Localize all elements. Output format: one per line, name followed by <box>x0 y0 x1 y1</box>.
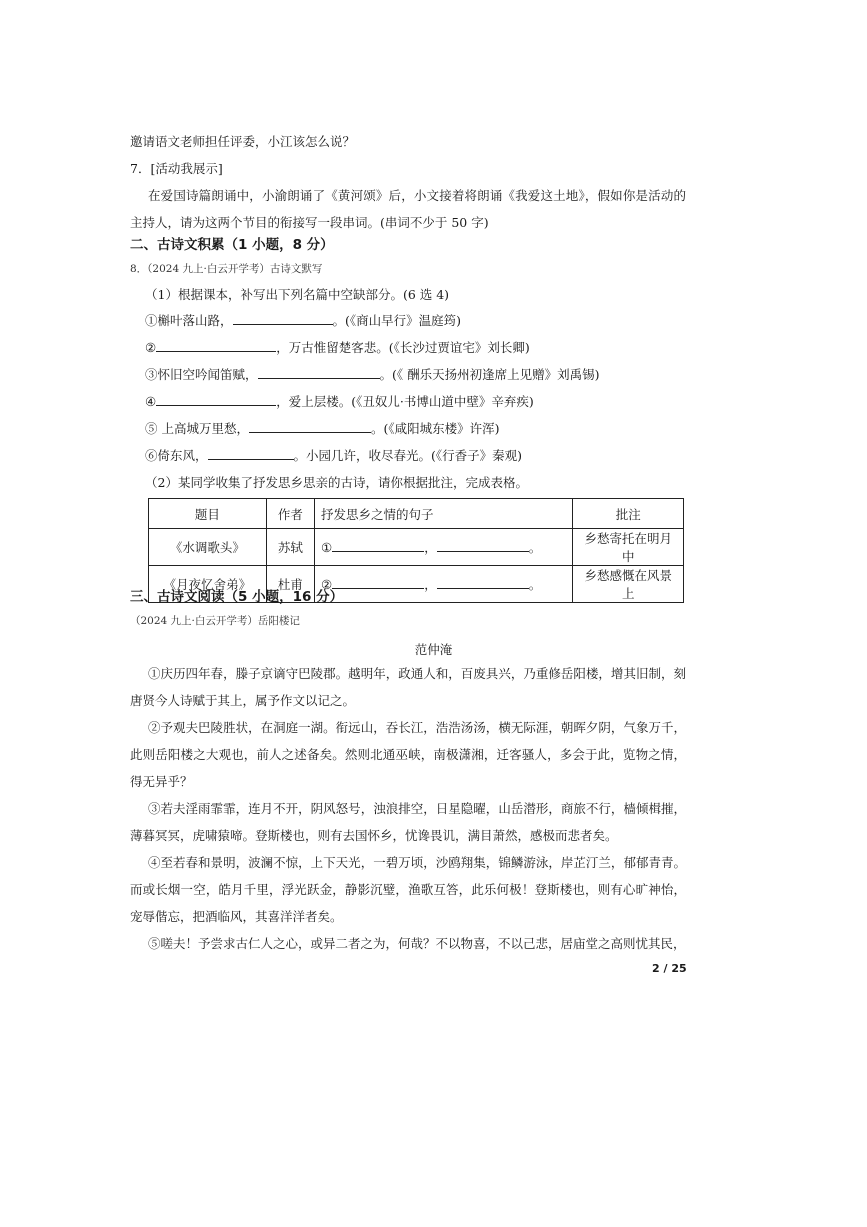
section3-heading: 三、古诗文阅读（5 小题，16 分） <box>130 589 344 605</box>
table-header: 题目 <box>149 499 267 529</box>
essay-paragraph-2: ②予观夫巴陵胜状，在洞庭一湖。衔远山，吞长江，浩浩汤汤，横无际涯，朝晖夕阴，气象万千，此则岳阳楼之大观也，前人之述备矣。然则北通巫峡，南极潇湘，迁客骚人，多会于此，览物之情，得无异乎？ <box>130 720 686 789</box>
table-header: 作者 <box>266 499 314 529</box>
table-header: 抒发思乡之情的句子 <box>314 499 572 529</box>
poem-lines-cell: ① ， 。 <box>314 529 572 566</box>
q8-item-2: ② ，万古惟留楚客悲。(《长沙过贾谊宅》刘长卿) <box>145 340 530 355</box>
essay-author: 范仲淹 <box>414 642 453 657</box>
answer-blank[interactable] <box>437 539 529 552</box>
poem-author-cell: 苏轼 <box>266 529 314 566</box>
table-header-row <box>149 499 684 529</box>
answer-blank[interactable] <box>233 312 333 325</box>
q8-item-4: ④ ，爱上层楼。(《丑奴儿·书博山道中壁》辛弃疾) <box>145 394 534 409</box>
table-header: 批注 <box>573 499 684 529</box>
poem-note-cell: 乡愁感慨在风景上 <box>573 566 684 603</box>
table-row <box>149 529 684 566</box>
poem-title-cell: 《水调歌头》 <box>149 529 267 566</box>
q7-text: 在爱国诗篇朗诵中，小渝朗诵了《黄河颂》后，小文接着将朗诵《我爱这土地》，假如你是活动的主持人，请为这两个节目的衔接写一段串词。(串词不少于 50 字) <box>130 188 686 230</box>
section2-heading: 二、古诗文积累（1 小题，8 分） <box>130 237 334 253</box>
q7-title: 7．[活动我展示] <box>130 161 223 176</box>
answer-blank[interactable] <box>437 576 529 589</box>
essay-paragraph-3: ③若夫淫雨霏霏，连月不开，阴风怒号，浊浪排空，日星隐曜，山岳潜形，商旅不行，樯倾楫摧，薄暮冥冥，虎啸猿啼。登斯楼也，则有去国怀乡，忧谗畏讥，满目萧然，感极而悲者矣。 <box>130 801 686 843</box>
q8-item-6: ⑥倚东风， 。小园几许，收尽春光。(《行香子》秦观) <box>145 448 523 463</box>
q8-item-3: ③怀旧空吟闻笛赋， 。(《 酬乐天扬州初逢席上见赠》刘禹锡) <box>145 367 600 382</box>
q6-tail-text: 邀请语文老师担任评委，小江该怎么说？ <box>130 134 356 149</box>
q8-item-1: ①槲叶落山路， 。(《商山早行》温庭筠) <box>145 313 462 328</box>
essay-paragraph-1: ①庆历四年春，滕子京谪守巴陵郡。越明年，政通人和，百废具兴，乃重修岳阳楼，增其旧制，刻唐贤今人诗赋于其上，属予作文以记之。 <box>130 666 686 708</box>
answer-blank[interactable] <box>208 447 294 460</box>
answer-blank[interactable] <box>156 393 276 406</box>
answer-blank[interactable] <box>332 576 424 589</box>
q8-part1: （1）根据课本，补写出下列名篇中空缺部分。(6 选 4) <box>145 287 450 302</box>
q8-item-5: ⑤ 上高城万里愁， 。(《咸阳城东楼》许浑) <box>145 421 500 436</box>
poem-title-cell: 《月夜忆舍弟》 <box>149 566 267 603</box>
essay-paragraph-4: ④至若春和景明，波澜不惊，上下天光，一碧万顷，沙鸥翔集，锦鳞游泳，岸芷汀兰，郁郁青青。而或长烟一空，皓月千里，浮光跃金，静影沉璧，渔歌互答，此乐何极！登斯楼也，则有心旷神怡，宠辱偕忘，把酒临风，其喜洋洋者矣。 <box>130 855 686 924</box>
essay-paragraph-5: ⑤嗟夫！予尝求古仁人之心，或异二者之为，何哉？不以物喜，不以己悲，居庙堂之高则忧其民， <box>148 936 686 951</box>
answer-blank[interactable] <box>332 539 424 552</box>
poem-note-cell: 乡愁寄托在明月中 <box>573 529 684 566</box>
answer-blank[interactable] <box>156 339 276 352</box>
page-number: 2 / 25 <box>652 962 687 975</box>
poem-lines-cell: ② ， 。 <box>314 566 572 603</box>
answer-blank[interactable] <box>258 366 380 379</box>
q8-title: 8．（2024 九上·白云开学考）古诗文默写 <box>130 263 323 275</box>
q8-part2: （2）某同学收集了抒发思乡思亲的古诗，请你根据批注，完成表格。 <box>145 475 528 490</box>
poem-author-cell: 杜甫 <box>266 566 314 603</box>
answer-blank[interactable] <box>249 420 371 433</box>
reading-source: （2024 九上·白云开学考）岳阳楼记 <box>130 615 300 627</box>
